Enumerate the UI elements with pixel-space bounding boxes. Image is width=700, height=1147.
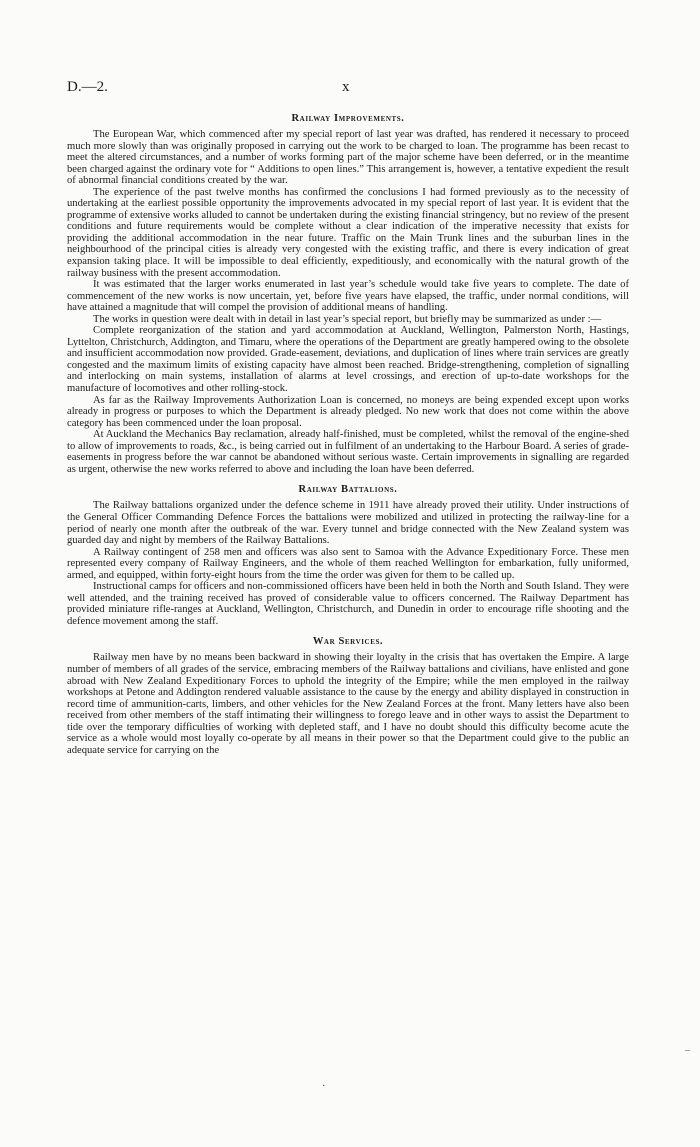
paragraph: Complete reorganization of the station and yard accommodation at Auckland, Wellington, Palmerston North, Hastings, Lyttelton, Christchurch, Addington, and Timaru, where the operations of the Department are greatly hampered owing to the obsolete and insufficient accommodation now provided. Grade-easement, deviations, and duplication of lines where train services are greatly congested and the maximum limits of existing capacity have almost been reached. Bridge-strengthening, completion of signalling and interlocking on main systems, installation of alarms at level crossings, and erection of up-to-date workshops for the manufacture of locomotives and other rolling-stock. [67, 325, 629, 395]
paragraph: As far as the Railway Improvements Authorization Loan is concerned, no moneys are being expended except upon works already in progress or purposes to which the Department is already pledged. No new work that does not come within the above category has been commenced under the loan proposal. [67, 394, 629, 429]
section-title-railway-improvements: Railway Improvements. [291, 113, 405, 124]
paragraph: The experience of the past twelve months has confirmed the conclusions I had formed previously as to the necessity of undertaking at the earliest possible opportunity the improvements advocated in my special report of last year. It is evident that the programme of extensive works alluded to cannot be undertaken during the existing financial stringency, but no review of the present conditions and future requirements would be complete without a clear indication of the imperative necessity that exists for providing the additional accommodation in the near future. Traffic on the Main Trunk lines and the suburban lines in the neighbourhood of the principal cities is already very congested with the existing traffic, and there is every indication of great expansion taking place. It will be impossible to deal efficiently, expeditiously, and economically with the natural growth of the railway business with the present accommodation. [67, 186, 629, 279]
paragraph: A Railway contingent of 258 men and officers was also sent to Samoa with the Advance Expeditionary Force. These men represented every company of Railway Engineers, and the whole of them reached Wellington for embarkation, fully uniformed, armed, and equipped, within forty-eight hours from the time the order was given for them to be called up. [67, 546, 629, 581]
section-title-railway-battalions: Railway Battalions. [298, 484, 398, 496]
paragraph: Railway men have by no means been backward in showing their loyalty in the crisis that has overtaken the Empire. A large number of members of all grades of the service, embracing members of the Railway battalions and civilians, have enlisted and gone abroad with New Zealand Expeditionary Forces to uphold the integrity of the Empire; while the men employed in the railway workshops at Petone and Addington rendered valuable assistance to the cause by the energy and ability displayed in construction in record time of ammunition-carts, limbers, and other vehicles for the New Zealand Forces at the front. Many letters have also been received from other members of the staff intimating their willingness to forego leave and in other ways to assist the Department to tide over the temporary difficulties of working with depleted staff, and I have no doubt should this difficulty become acute the service as a whole would most loyally co-operate by all means in their power so that the Department could give to the public an adequate service for carrying on the [67, 652, 629, 756]
section-title-war-services: War Services. [312, 636, 384, 648]
page-speck: · [322, 1081, 326, 1092]
page-header [67, 79, 630, 99]
page-number: x [342, 79, 350, 95]
paragraph: At Auckland the Mechanics Bay reclamation, already half-finished, must be completed, whilst the removal of the engine-shed to allow of improvements to roads, &c., is being carried out in fulfilment of an undertaking to the Harbour Board. A series of grade-easements in progress before the war cannot be abandoned without serious waste. Certain improvements in signalling are regarded as urgent, otherwise the new works referred to above and including the loan have been deferred. [67, 429, 629, 475]
document-body [67, 112, 629, 756]
paragraph: It was estimated that the larger works enumerated in last year’s schedule would take five years to complete. The date of commencement of the new works is now uncertain, yet, before five years have elapsed, the traffic, under normal conditions, will have attained a magnitude that will compel the provision of additional means of handling. [67, 279, 629, 314]
document-reference: D.—2. [67, 79, 108, 95]
paragraph: The works in question were dealt with in detail in last year’s special report, but briefly may be summarized as under :— [93, 313, 602, 325]
paragraph: Instructional camps for officers and non-commissioned officers have been held in both the North and South Island. They were well attended, and the training received has proved of considerable value to officers concerned. The Railway Department has provided miniature rifle-ranges at Auckland, Wellington, Christchurch, and Dunedin in order to encourage rifle shooting and the defence movement among the staff. [67, 581, 629, 627]
paragraph: The Railway battalions organized under the defence scheme in 1911 have already proved their utility. Under instructions of the General Officer Commanding Defence Forces the battalions were mobilized and utilized in protecting the railway-line for a period of nearly one month after the outbreak of the war. Every tunnel and bridge connected with the New Zealand system was guarded day and night by members of the Railway Battalions. [67, 500, 629, 547]
paragraph: The European War, which commenced after my special report of last year was drafted, has rendered it necessary to proceed much more slowly than was originally proposed in carrying out the work to be charged to loan. The programme has been recast to meet the altered circumstances, and a number of works forming part of the major scheme have been deferred, or in the meantime been charged against the ordinary vote for “ Additions to open lines.” This arrangement is, however, a tentative expedient the result of abnormal financial conditions created by the war. [67, 129, 629, 187]
margin-mark: – [685, 1045, 690, 1056]
